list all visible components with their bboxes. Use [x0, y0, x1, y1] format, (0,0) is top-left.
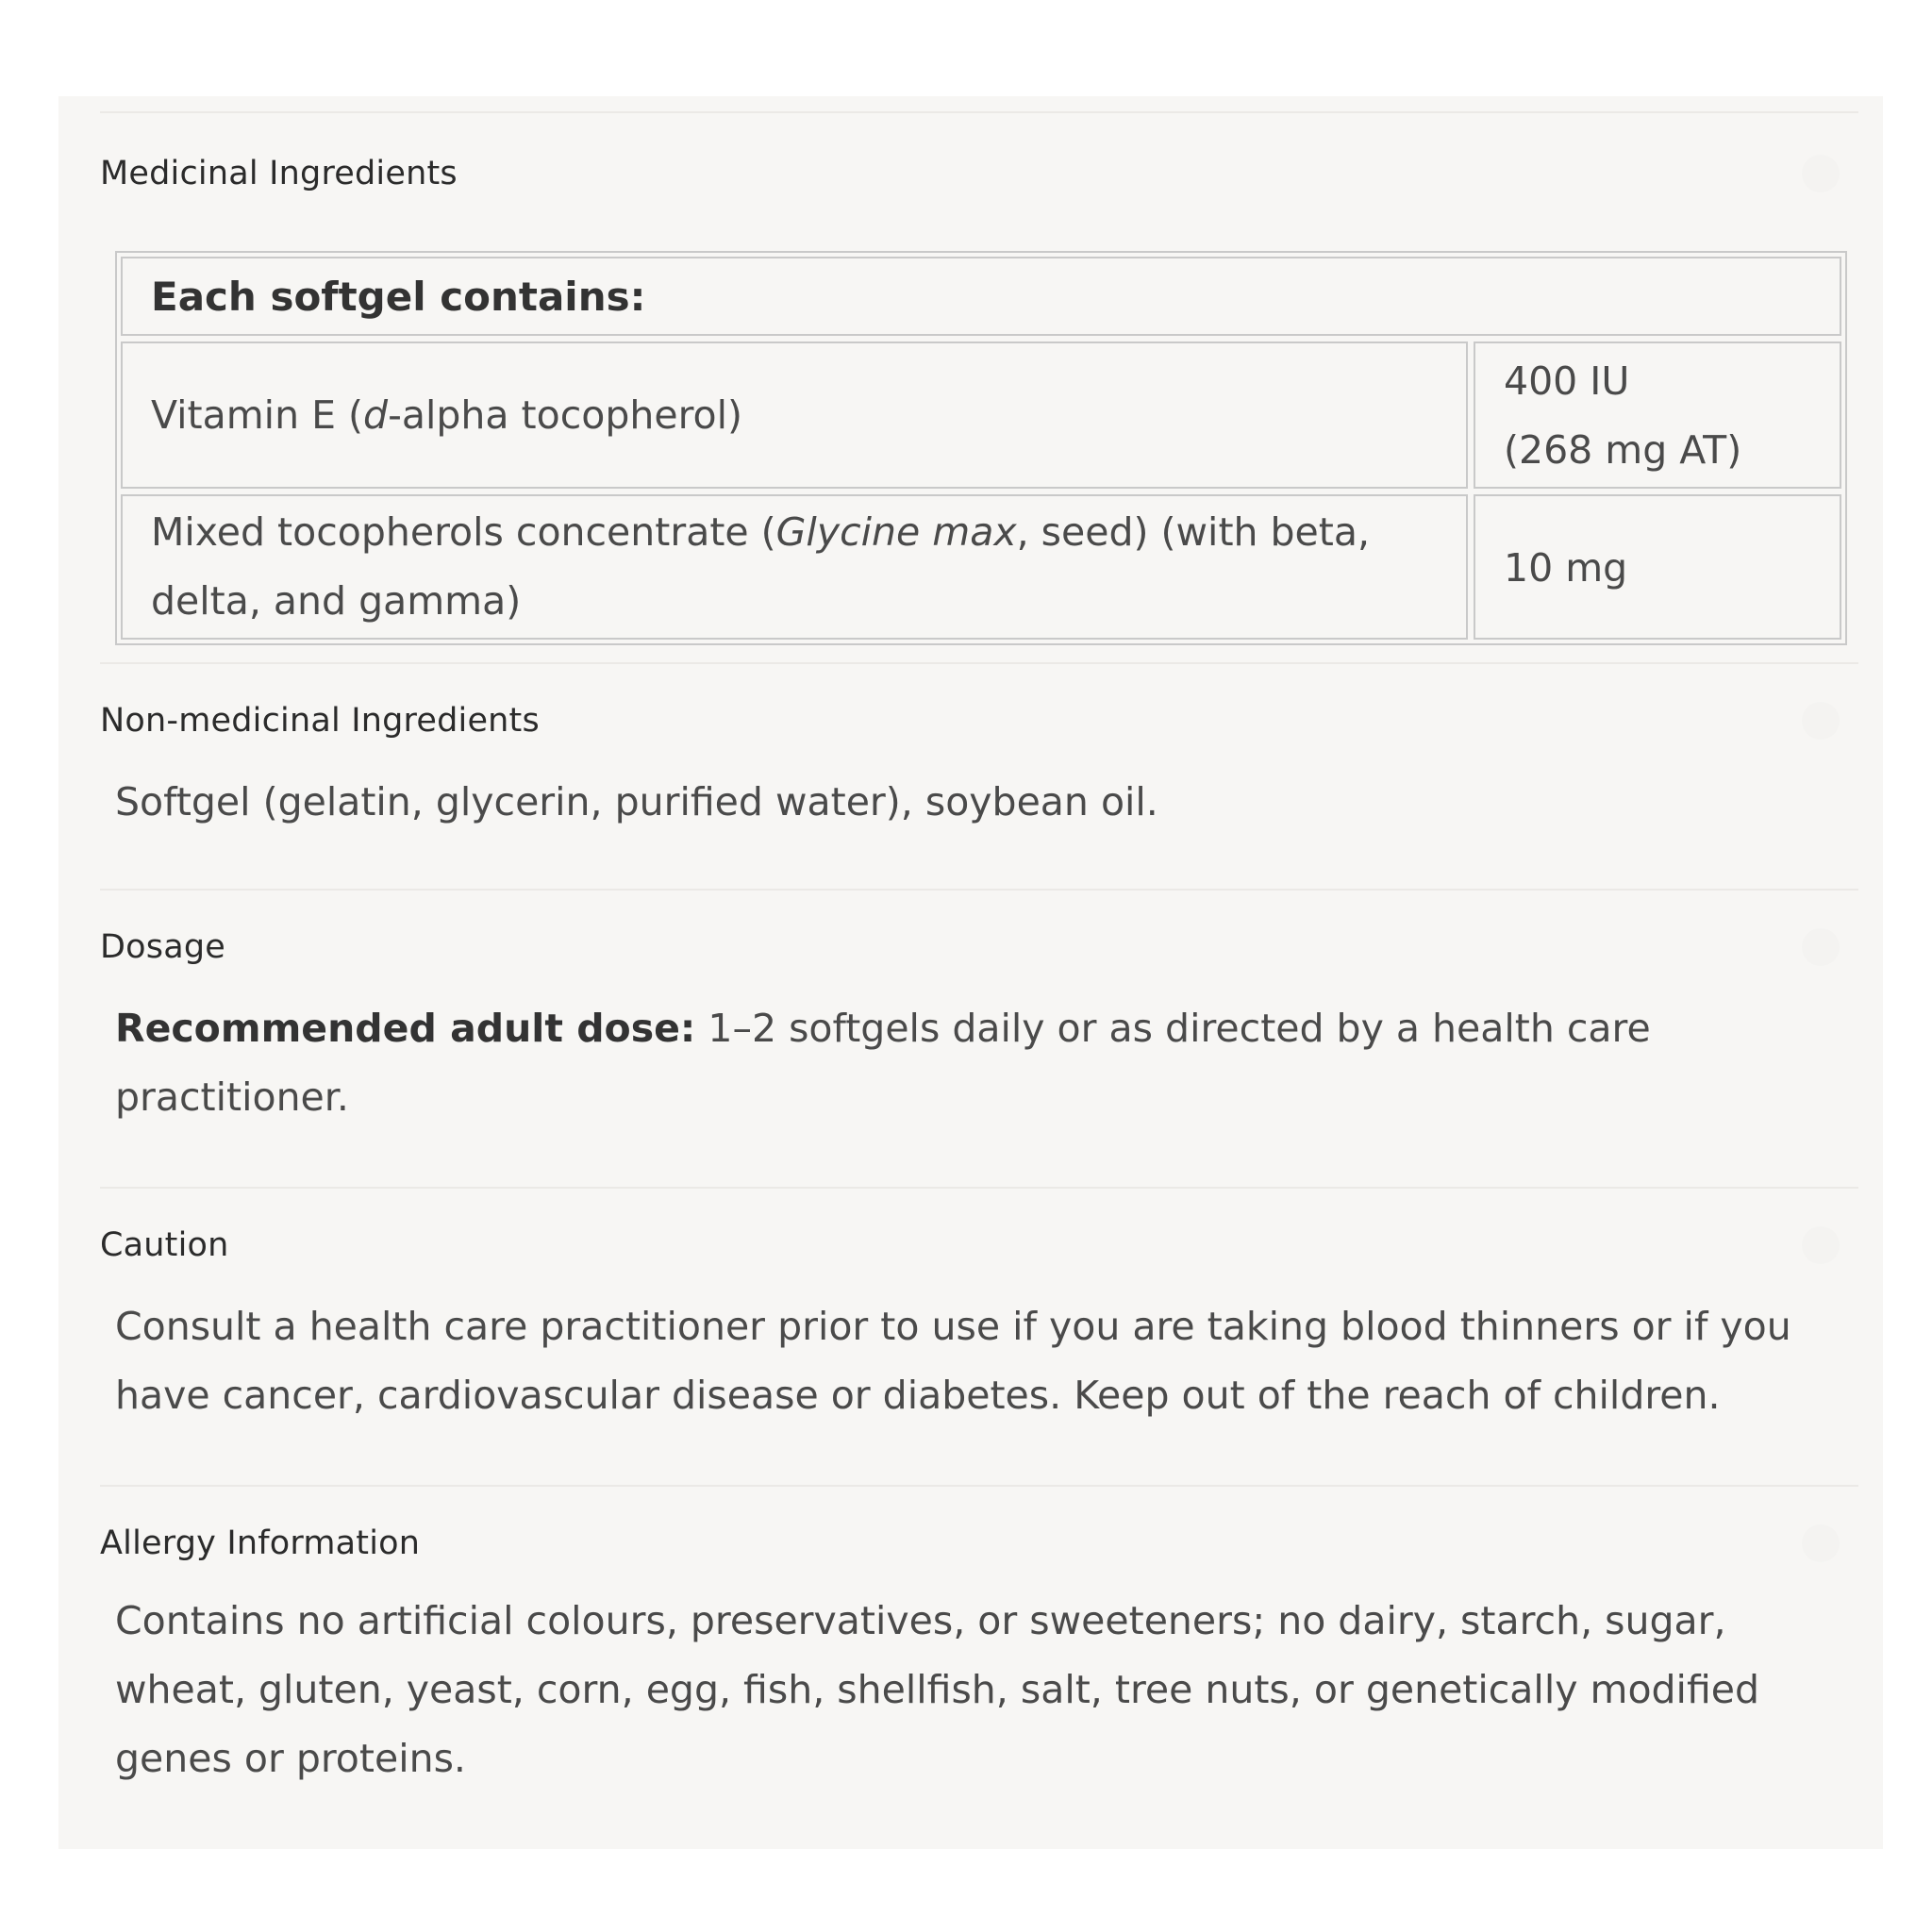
ingredient-name-line2: delta, and gamma)	[151, 578, 522, 624]
ingredient-amount-line1: 10 mg	[1504, 545, 1628, 591]
table-header-cell	[121, 257, 1841, 336]
section-non-medicinal-ingredients	[100, 662, 1858, 889]
section-caution	[100, 1187, 1858, 1485]
ingredient-name: Vitamin E (d-alpha tocopherol)	[151, 392, 742, 438]
chevron-icon[interactable]	[1802, 1524, 1840, 1562]
table-row-amount	[1474, 494, 1841, 640]
non-medicinal-text: Softgel (gelatin, glycerin, purified water), soybean oil.	[115, 779, 1158, 824]
table-row	[121, 341, 1468, 489]
caution-text: Consult a health care practitioner prior to use if you are taking blood thinners or if you have cancer, cardiovascular disease or diabetes. Keep out of the reach of children.	[115, 1304, 1791, 1418]
section-title-caution[interactable]: Caution	[100, 1226, 229, 1264]
chevron-icon[interactable]	[1802, 1226, 1840, 1264]
ingredient-amount-line2: (268 mg AT)	[1504, 427, 1742, 473]
table-row	[121, 494, 1468, 640]
table-row-amount	[1474, 341, 1841, 489]
chevron-icon[interactable]	[1802, 928, 1840, 966]
product-details-panel	[58, 96, 1883, 1849]
section-dosage	[100, 889, 1858, 1187]
section-allergy-information	[100, 1485, 1858, 1843]
section-title-medicinal[interactable]: Medicinal Ingredients	[100, 155, 458, 192]
allergy-text: Contains no artificial colours, preservatives, or sweeteners; no dairy, starch, sugar, wheat, gluten, yeast, corn, egg, fish, shellfish, salt, tree nuts, or genetically modified genes or proteins.	[115, 1598, 1760, 1781]
section-title-non-medicinal[interactable]: Non-medicinal Ingredients	[100, 702, 540, 740]
chevron-icon[interactable]	[1802, 702, 1840, 740]
ingredient-name: Mixed tocopherols concentrate (Glycine max, seed) (with beta,	[151, 509, 1371, 555]
dosage-label: Recommended adult dose:	[115, 1006, 696, 1051]
table-header: Each softgel contains:	[151, 274, 646, 320]
ingredients-table	[115, 251, 1847, 645]
section-medicinal-ingredients	[100, 111, 1858, 662]
section-title-allergy[interactable]: Allergy Information	[100, 1524, 421, 1562]
section-title-dosage[interactable]: Dosage	[100, 928, 225, 966]
dosage-instructions: 1–2 softgels daily or as directed by a health care practitioner.	[115, 1006, 1651, 1120]
ingredient-amount-line1: 400 IU	[1504, 358, 1630, 404]
dosage-text	[115, 994, 1738, 1132]
chevron-icon[interactable]	[1802, 155, 1840, 192]
